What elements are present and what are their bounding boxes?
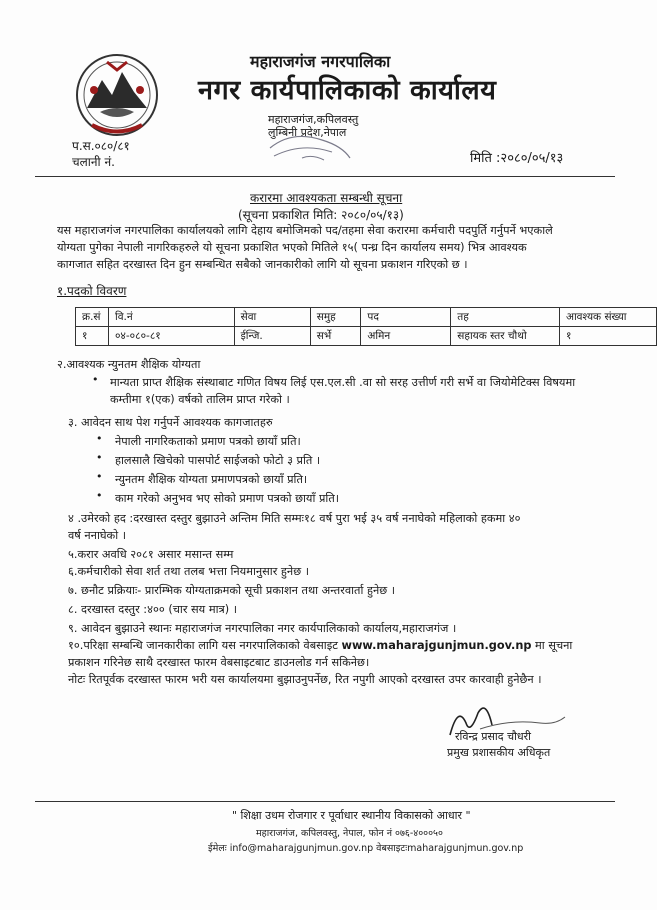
exam-info-line-2: प्रकाशन गरिनेछ साथै दरखास्त फारम वेबसाइटबाट डाउनलोड गर्न सकिनेछ।: [68, 656, 370, 669]
table-cell: १: [76, 327, 109, 346]
dispatch-number: चलानी नं.: [72, 155, 115, 169]
application-fee: ८. दरखास्त दस्तुर :४०० (चार सय मात्र) ।: [68, 603, 238, 616]
qualification-line: मान्यता प्राप्त शैक्षिक संस्थाबाट गणित विषय लिई एस.एल.सी .वा सो सरह उत्तीर्ण गरी सर्भे वा जियोमेटिक्स विषयमा: [110, 376, 576, 389]
address-line-1: महाराजगंज,कपिलवस्तु: [268, 113, 359, 126]
section-documents-title: ३. आवेदन साथ पेश गर्नुपर्ने आवश्यक कागजातहरु: [68, 416, 273, 429]
table-cell: ईन्जि.: [234, 327, 310, 346]
municipality-name: महाराजगंज नगरपालिका: [250, 52, 391, 71]
signatory-name: रविन्द्र प्रसाद चौधरी: [455, 730, 532, 743]
letter-date: मिति :२०८०/०५/१३: [470, 151, 564, 166]
bullet-icon: •: [96, 470, 103, 483]
qualification-line: कम्तीमा १(एक) वर्षको तालिम प्राप्त गरेको ।: [110, 393, 290, 406]
column-header: क्र.सं: [76, 308, 109, 327]
table-cell: १: [559, 327, 656, 346]
bullet-icon: •: [96, 489, 103, 502]
address-line-2: लुम्बिनी प्रदेश,नेपाल: [268, 126, 347, 139]
column-header: पद: [361, 308, 451, 327]
section-qualification-title: २.आवश्यक न्युनतम शैक्षिक योग्यता: [57, 358, 201, 371]
intro-line: कागजात सहित दरखास्त दिन हुन सम्बन्धित सबैको जानकारीको लागि यो सूचना प्रकाशन गरिएको छ ।: [57, 258, 468, 271]
exam-info-line: [68, 637, 572, 654]
footer-divider: [35, 801, 615, 802]
signatory-title: प्रमुख प्रशासकीय अधिकृत: [447, 746, 551, 759]
table-cell: ०४-०८०-८१: [108, 327, 234, 346]
table-cell: सर्भे: [310, 327, 361, 346]
footer-address: महाराजगंज, कपिलवस्तु, नेपाल, फोन नं ०७६-४०००५०: [256, 828, 443, 839]
table-cell: अमिन: [361, 327, 451, 346]
application-note: नोटः रितपूर्वक दरखास्त फारम भरी यस कार्यालयमा बुझाउनुपर्नेछ, रित नपुगी आएको दरखास्त उपर कारवाही हुनेछैन ।: [68, 673, 542, 686]
table-row: [76, 327, 657, 346]
selection-process: ७. छनौट प्रक्रियाः- प्रारम्भिक योग्यताक्रमको सूची प्रकाशन तथा अन्तरवार्ता हुनेछ ।: [68, 584, 396, 597]
intro-line: यस महाराजगंज नगरपालिका कार्यालयको लागि देहाय बमोजिमको पद/तहमा सेवा करारमा कर्मचारी पदपुर्ति गर्नुपर्ने भएकाले: [57, 224, 553, 237]
document-item: काम गरेको अनुभव भए सोको प्रमाण पत्रको छायाँ प्रति।: [115, 492, 340, 505]
office-stamp-icon: [262, 118, 357, 163]
document-item: नेपाली नागरिकताको प्रमाण पत्रको छायाँ प्रति।: [115, 435, 301, 448]
footer-contact: ईमेलः info@maharajgunjmun.gov.np वेबसाइटःmaharajgunjmun.gov.np: [208, 843, 524, 854]
nepal-emblem-icon: [72, 50, 162, 140]
section-post-details-title: १.पदको विवरण: [57, 284, 127, 298]
column-header: सेवा: [234, 308, 310, 327]
notice-published-date: (सूचना प्रकाशित मिति: २०८०/०५/१३): [238, 208, 404, 222]
table-cell: सहायक स्तर चौथो: [451, 327, 560, 346]
age-limit-line: ४ .उमेरको हद :दरखास्त दस्तुर बुझाउने अन्तिम मिति सम्मः१८ वर्ष पुरा भई ३५ वर्ष ननाघेको महिलाको हकमा ४०: [68, 512, 521, 525]
bullet-icon: •: [92, 373, 99, 386]
office-title: नगर कार्यपालिकाको कार्यालय: [198, 75, 497, 106]
service-conditions: ६.कर्मचारीको सेवा शर्त तथा तलब भत्ता नियमानुसार हुनेछ ।: [68, 565, 309, 578]
notice-title: करारमा आवश्यकता सम्बन्धी सूचना: [250, 191, 403, 205]
notice-intro: [57, 222, 617, 273]
exam-info-text-end: मा सूचना: [535, 639, 573, 652]
bullet-icon: •: [96, 432, 103, 445]
submission-place: ९. आवेदन बुझाउने स्थानः महाराजगंज नगरपालिका नगर कार्यपालिकाको कार्यालय,महाराजगंज ।: [68, 622, 457, 635]
header-divider: [35, 176, 615, 177]
column-header: समुह: [310, 308, 361, 327]
document-item: न्युनतम शैक्षिक योग्यता प्रमाणपत्रको छायाँ प्रति।: [115, 473, 308, 486]
post-details-table: [75, 307, 657, 346]
bullet-icon: •: [96, 451, 103, 464]
intro-line: योग्यता पुगेका नेपाली नागरिकहरुले यो सूचना प्रकाशित भएको मितिले १५( पन्ध्र दिन कार्यालय समय) भित्र आवश्यक: [57, 241, 527, 254]
reference-number: प.स.०८०/८१: [72, 139, 130, 153]
column-header: तह: [451, 308, 560, 327]
age-limit-line: वर्ष ननाघेको ।: [68, 529, 127, 542]
column-header: वि.नं: [108, 308, 234, 327]
website-link[interactable]: www.maharajgunjmun.gov.np: [341, 639, 532, 652]
exam-info-text: १०.परिक्षा सम्बन्धि जानकारीका लागि यस नगरपालिकाको वेबसाइट: [68, 639, 338, 652]
contract-period: ५.करार अवधि २०८१ असार मसान्त सम्म: [68, 548, 234, 561]
footer-slogan: " शिक्षा उधम रोजगार र पूर्वाधार स्थानीय विकासको आधार ": [232, 809, 471, 822]
table-header-row: [76, 308, 657, 327]
column-header: आवश्यक संख्या: [559, 308, 656, 327]
document-item: हालसालै खिचेको पासपोर्ट साईजको फोटो ३ प्रति ।: [115, 454, 321, 467]
